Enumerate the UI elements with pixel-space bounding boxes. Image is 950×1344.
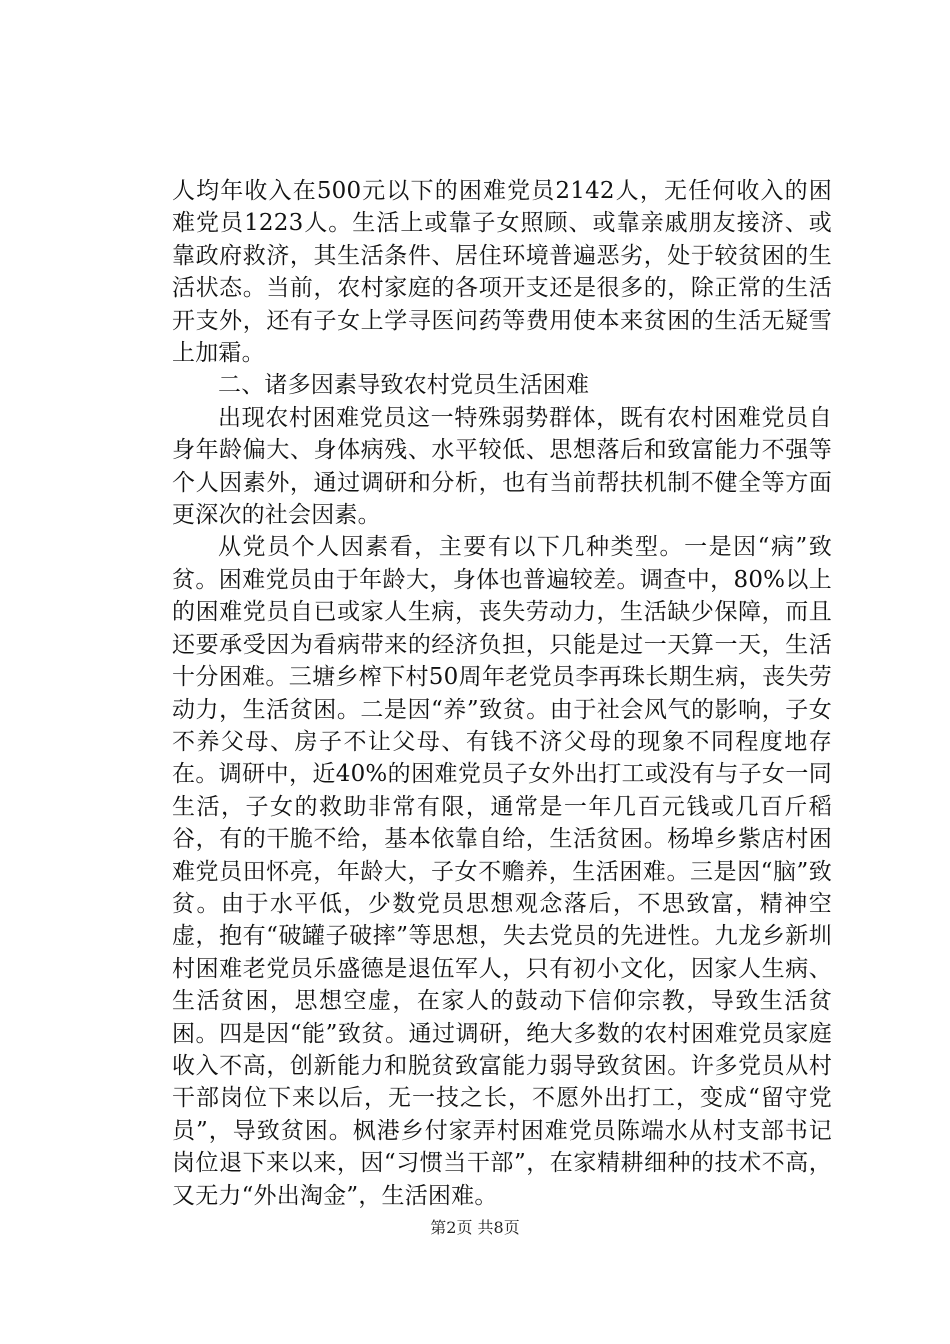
document-body — [172, 175, 832, 1212]
paragraph: 从党员个人因素看，主要有以下几种类型。一是因“病”致贫。困难党员由于年龄大，身体也普遍较差。调查中，80%以上的困难党员自已或家人生病，丧失劳动力，生活缺少保障，而且还要承受因为看病带来的经济负担，只能是过一天算一天，生活十分困难。三塘乡榨下村50周年老党员李再珠长期生病，丧失劳动力，生活贫困。二是因“养”致贫。由于社会风气的影响，子女不养父母、房子不让父母、有钱不济父母的现象不同程度地存在。调研中，近40%的困难党员子女外出打工或没有与子女一同生活，子女的救助非常有限，通常是一年几百元钱或几百斤稻谷，有的干脆不给，基本依靠自给，生活贫困。杨埠乡紫店村困难党员田怀亮，年龄大，子女不赡养，生活困难。三是因“脑”致贫。由于水平低，少数党员思想观念落后，不思致富，精神空虚，抱有“破罐子破摔”等思想，失去党员的先进性。九龙乡新圳村困难老党员乐盛德是退伍军人，只有初小文化，因家人生病、生活贫困，思想空虚，在家人的鼓动下信仰宗教，导致生活贫困。四是因“能”致贫。通过调研，绝大多数的农村困难党员家庭收入不高，创新能力和脱贫致富能力弱导致贫困。许多党员从村干部岗位下来以后，无一技之长，不愿外出打工，变成“留守党员”，导致贫困。枫港乡付家弄村困难党员陈端水从村支部书记岗位退下来以来，因“习惯当干部”，在家精耕细种的技术不高，又无力“外出淘金”，生活困难。 — [172, 534, 832, 1209]
paragraph: 出现农村困难党员这一特殊弱势群体，既有农村困难党员自身年龄偏大、身体病残、水平较低、思想落后和致富能力不强等个人因素外，通过调研和分析，也有当前帮扶机制不健全等方面更深次的社会因素。 — [172, 404, 832, 529]
page-footer: 第2页 共8页 — [430, 1218, 520, 1237]
section-heading: 二、诸多因素导致农村党员生活困难 — [218, 372, 590, 399]
paragraph-continued: 人均年收入在500元以下的困难党员2142人，无任何收入的困难党员1223人。生活上或靠子女照顾、或靠亲戚朋友接济、或靠政府救济，其生活条件、居住环境普遍恶劣，处于较贫困的生活状态。当前，农村家庭的各项开支还是很多的，除正常的生活开支外，还有子女上学寻医问药等费用使本来贫困的生活无疑雪上加霜。 — [172, 178, 832, 367]
